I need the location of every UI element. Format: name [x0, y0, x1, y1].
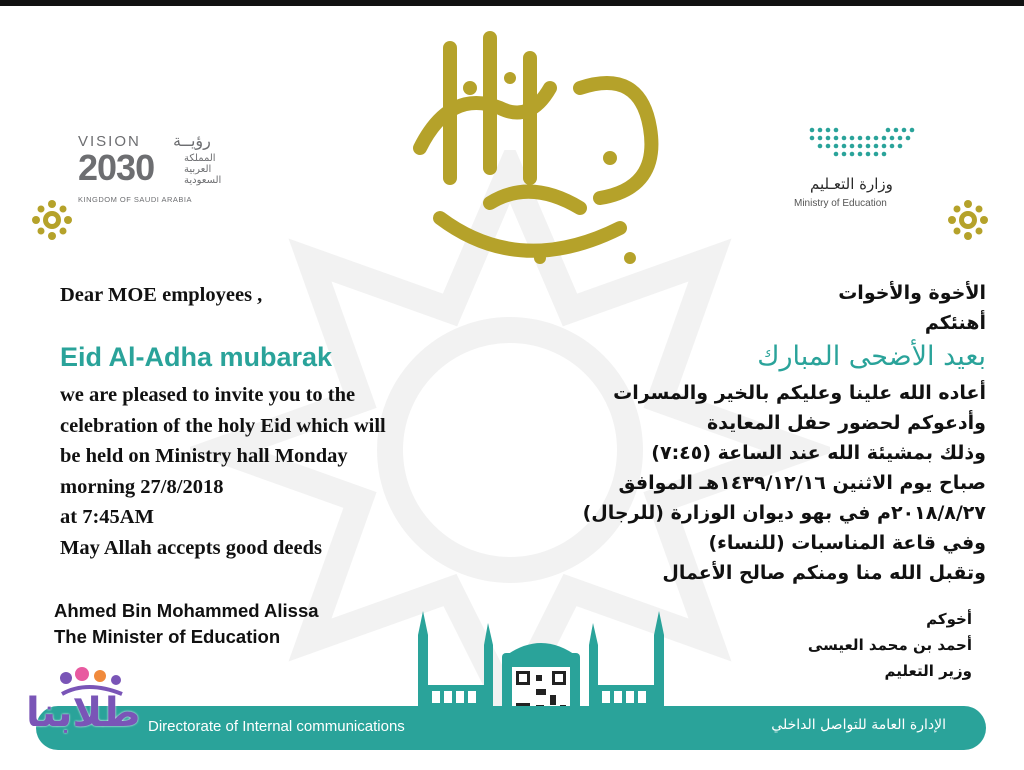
- arabic-body-line: وتقبل الله منا ومنكم صالح الأعمال: [662, 562, 986, 584]
- vision-2030-logo: [78, 133, 223, 213]
- ministry-logo: [790, 120, 930, 215]
- arabic-body: [583, 378, 986, 588]
- english-body-line: at 7:45AM: [60, 506, 154, 528]
- arabic-eid-title: بعيد الأضحى المبارك: [757, 341, 986, 372]
- arabic-body-line: صباح يوم الاثنين ١٤٣٩/١٢/١٦هـ الموافق: [618, 472, 986, 494]
- english-body-line: morning 27/8/2018: [60, 475, 224, 498]
- arabic-body-line: أعاده الله علينا وعليكم بالخير والمسرات: [613, 382, 986, 404]
- english-body-line: be held on Ministry hall Monday: [60, 445, 348, 467]
- arabic-body-line: ٢٠١٨/٨/٢٧م في بهو ديوان الوزارة (للرجال): [582, 502, 986, 524]
- vision-year: 2030: [78, 147, 155, 188]
- gold-ornament-left-icon: [30, 198, 74, 242]
- ministry-dots-icon: [790, 120, 930, 170]
- ministry-name-ar: وزارة التعـليم: [810, 175, 893, 193]
- vision-country-en: KINGDOM OF SAUDI ARABIA: [78, 195, 193, 204]
- ministry-name-en: Ministry of Education: [794, 198, 887, 209]
- signature-line-ar: وزير التعليم: [884, 662, 972, 680]
- footer-bar: [36, 706, 986, 750]
- footer-text-ar: الإدارة العامة للتواصل الداخلي: [771, 717, 946, 733]
- arabic-signature: [808, 606, 972, 684]
- signature-title-en: The Minister of Education: [54, 626, 281, 647]
- arabic-body-line: وأدعوكم لحضور حفل المعايدة: [706, 412, 986, 434]
- arabic-body-line: وفي قاعة المناسبات (للنساء): [708, 532, 986, 554]
- top-black-bar: [0, 0, 1024, 6]
- english-body-line: celebration of the holy Eid which will: [60, 414, 386, 437]
- vision-word: VISION: [78, 133, 141, 150]
- arabic-body-line: وذلك بمشيئة الله عند الساعة (٧:٤٥): [651, 442, 986, 464]
- arabic-greeting-1: الأخوة والأخوات: [838, 282, 986, 304]
- watermark-logo: [22, 660, 152, 750]
- vision-word-ar: رؤيــة: [173, 131, 211, 150]
- gold-ornament-right-icon: [946, 198, 990, 242]
- english-body: [60, 380, 500, 563]
- arabic-greeting-2: أهنئكم: [924, 312, 986, 334]
- english-signature: [54, 598, 319, 650]
- signature-line-ar: أحمد بن محمد العيسى: [807, 636, 972, 654]
- english-greeting: Dear MOE employees ,: [60, 284, 263, 306]
- signature-name-en: Ahmed Bin Mohammed Alissa: [54, 600, 319, 621]
- english-body-line: May Allah accepts good deeds: [60, 536, 322, 559]
- vision-country-ar: المملكة العربية السعودية: [184, 153, 222, 186]
- signature-line-ar: أخوكم: [926, 610, 972, 628]
- footer-text-en: Directorate of Internal communications: [148, 718, 405, 735]
- english-eid-title: Eid Al-Adha mubarak: [60, 342, 333, 372]
- eid-mubarak-calligraphy: [380, 28, 680, 288]
- watermark-text: طلابنا: [26, 690, 141, 736]
- english-body-line: we are pleased to invite you to the: [60, 384, 356, 406]
- calligraphy-text: عيد مبارك: [527, 283, 533, 284]
